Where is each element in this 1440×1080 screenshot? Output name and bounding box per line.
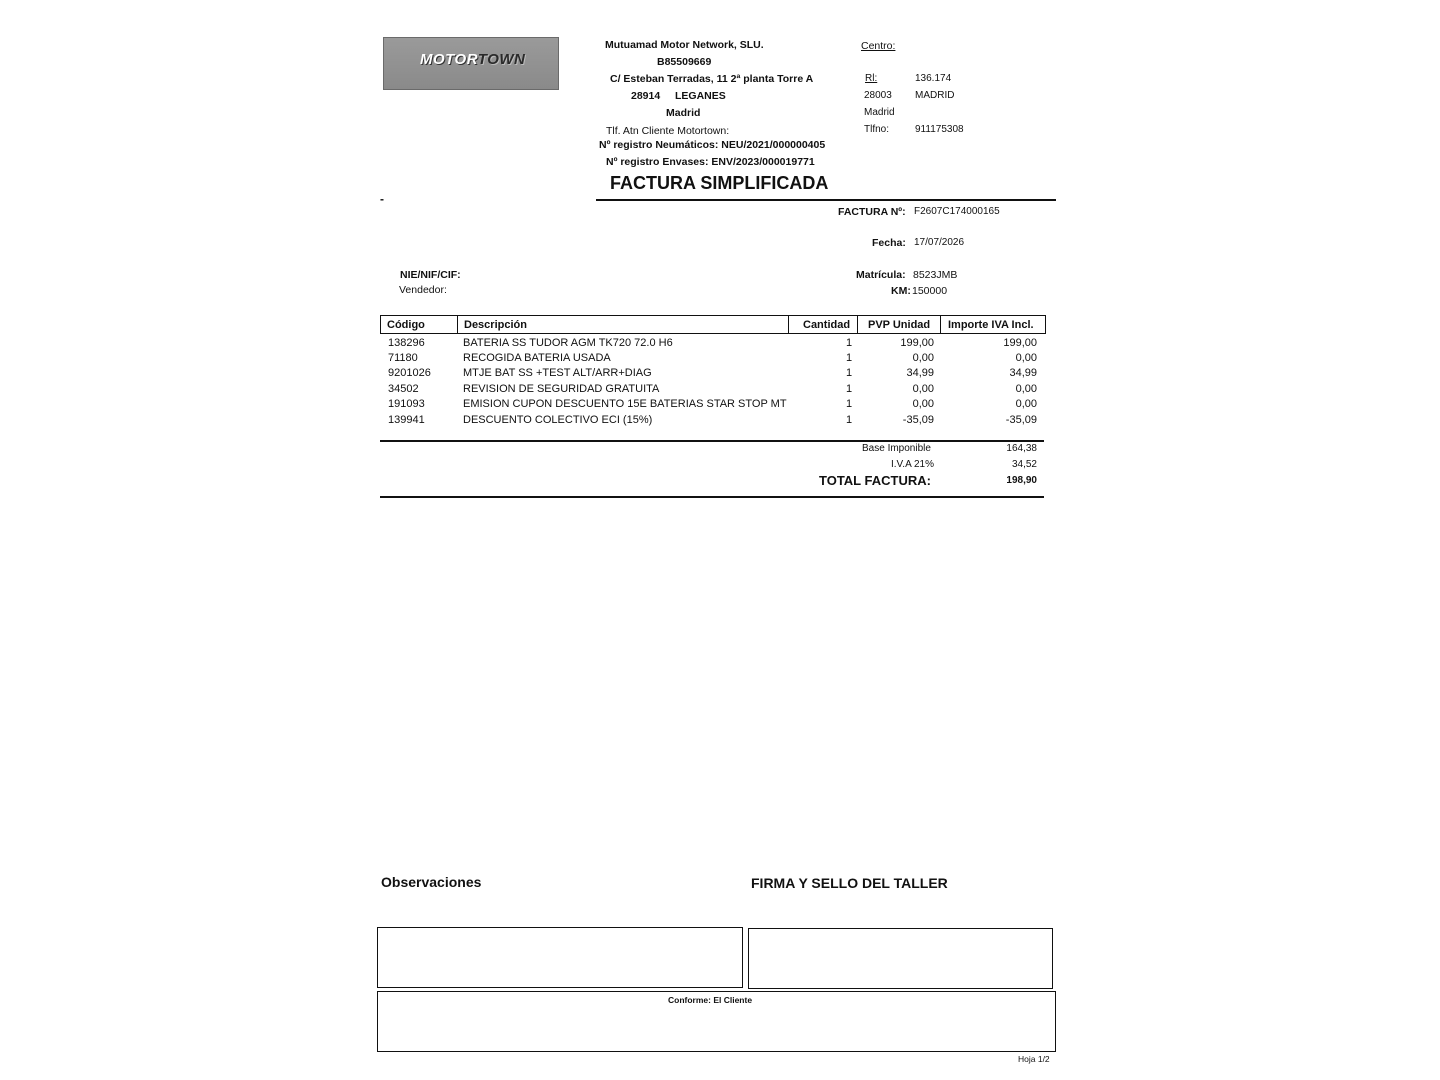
row-total: 199,00 <box>1003 337 1037 349</box>
centro-tlf-value: 911175308 <box>915 124 964 135</box>
row-price: 0,00 <box>912 383 934 395</box>
centro-tlf-label: Tlfno: <box>864 124 890 135</box>
row-code: 139941 <box>388 414 425 426</box>
col-divider <box>788 316 789 333</box>
table-row <box>0 337 1440 352</box>
col-divider <box>857 316 858 333</box>
centro-rl-label: Rl: <box>865 73 878 84</box>
row-code: 71180 <box>388 352 418 364</box>
invoice-date-label: Fecha: <box>872 237 906 249</box>
centro-rl-value: 136.174 <box>915 73 952 84</box>
dash-mark: - <box>380 192 384 206</box>
table-row <box>0 352 1440 367</box>
row-price: 0,00 <box>912 352 934 364</box>
row-price: 34,99 <box>906 367 934 379</box>
page-number: Hoja 1/2 <box>1018 1054 1050 1064</box>
row-total: 0,00 <box>1015 383 1037 395</box>
row-price: 0,00 <box>912 398 934 410</box>
centro-postal: 28003 <box>864 90 892 101</box>
observaciones-label: Observaciones <box>381 874 482 890</box>
row-qty: 1 <box>846 414 853 426</box>
customer-nif-label: NIE/NIF/CIF: <box>400 269 461 281</box>
row-code: 138296 <box>388 337 425 349</box>
document-title: FACTURA SIMPLIFICADA <box>610 173 829 193</box>
row-qty: 1 <box>846 367 853 379</box>
firma-box <box>748 928 1053 989</box>
invoice-number-label: FACTURA Nº: <box>838 206 906 218</box>
company-province: Madrid <box>666 107 701 119</box>
conforme-label: Conforme: El Cliente <box>668 995 753 1005</box>
centro-city: MADRID <box>915 90 955 101</box>
company-name: Mutuamad Motor Network, SLU. <box>605 39 764 51</box>
row-qty: 1 <box>846 352 853 364</box>
header-desc: Descripción <box>464 319 527 331</box>
row-price: -35,09 <box>902 414 934 426</box>
row-desc: BATERIA SS TUDOR AGM TK720 72.0 H6 <box>463 337 673 349</box>
company-postal: 28914 <box>631 90 661 102</box>
company-address: C/ Esteban Terradas, 11 2ª planta Torre A <box>610 73 814 85</box>
company-logo <box>383 37 559 90</box>
logo-text <box>420 51 525 68</box>
row-total: 0,00 <box>1015 398 1037 410</box>
row-desc: MTJE BAT SS +TEST ALT/ARR+DIAG <box>463 367 652 379</box>
total-label: TOTAL FACTURA: <box>819 473 931 488</box>
header-price: PVP Unidad <box>868 319 931 331</box>
company-city: LEGANES <box>675 90 726 102</box>
invoice-date: 17/07/2026 <box>914 237 965 248</box>
centro-label: Centro: <box>861 40 896 52</box>
logo-part-town: TOWN <box>477 51 526 68</box>
table-row <box>0 398 1440 413</box>
row-code: 9201026 <box>388 367 431 379</box>
row-code: 191093 <box>388 398 425 410</box>
row-qty: 1 <box>846 398 853 410</box>
iva-value: 34,52 <box>1011 459 1037 470</box>
seller-label: Vendedor: <box>399 284 447 296</box>
col-divider <box>940 316 941 333</box>
company-cif: B85509669 <box>657 56 712 68</box>
row-price: 199,00 <box>900 337 934 349</box>
totals-bottom-rule <box>380 496 1044 498</box>
firma-label: FIRMA Y SELLO DEL TALLER <box>751 875 948 891</box>
totals-top-rule <box>380 440 1044 442</box>
col-divider <box>457 316 458 333</box>
row-total: -35,09 <box>1005 414 1037 426</box>
row-qty: 1 <box>846 383 853 395</box>
row-code: 34502 <box>388 383 419 395</box>
km-label: KM: <box>891 285 911 297</box>
plate-value: 8523JMB <box>913 269 958 281</box>
header-qty: Cantidad <box>803 319 851 331</box>
iva-label: I.V.A 21% <box>891 459 934 470</box>
row-desc: DESCUENTO COLECTIVO ECI (15%) <box>463 414 653 426</box>
base-label: Base Imponible <box>862 443 931 454</box>
items-table-header <box>380 315 1046 334</box>
reg-neumaticos: Nº registro Neumáticos: NEU/2021/000000405 <box>599 139 826 151</box>
row-qty: 1 <box>846 337 853 349</box>
row-total: 0,00 <box>1015 352 1037 364</box>
centro-province: Madrid <box>864 107 895 118</box>
logo-part-motor: MOTOR <box>420 51 478 68</box>
row-desc: EMISION CUPON DESCUENTO 15E BATERIAS STAR STOP MT <box>463 398 787 410</box>
plate-label: Matrícula: <box>856 269 906 281</box>
total-value: 198,90 <box>1006 475 1037 486</box>
header-total: Importe IVA Incl. <box>948 319 1034 331</box>
row-total: 34,99 <box>1009 367 1037 379</box>
row-desc: RECOGIDA BATERIA USADA <box>463 352 611 364</box>
company-phone-label: Tlf. Atn Cliente Motortown: <box>606 125 730 137</box>
conforme-box <box>377 991 1056 1052</box>
reg-envases: Nº registro Envases: ENV/2023/000019771 <box>606 156 815 168</box>
header-code: Código <box>387 319 425 331</box>
row-desc: REVISION DE SEGURIDAD GRATUITA <box>463 383 660 395</box>
table-row <box>0 367 1440 382</box>
observaciones-box <box>377 927 743 988</box>
base-value: 164,38 <box>1006 443 1037 454</box>
title-underline <box>596 199 1056 201</box>
invoice-number: F2607C174000165 <box>914 206 1000 217</box>
km-value: 150000 <box>912 285 948 297</box>
table-row <box>0 383 1440 398</box>
table-row <box>0 414 1440 429</box>
